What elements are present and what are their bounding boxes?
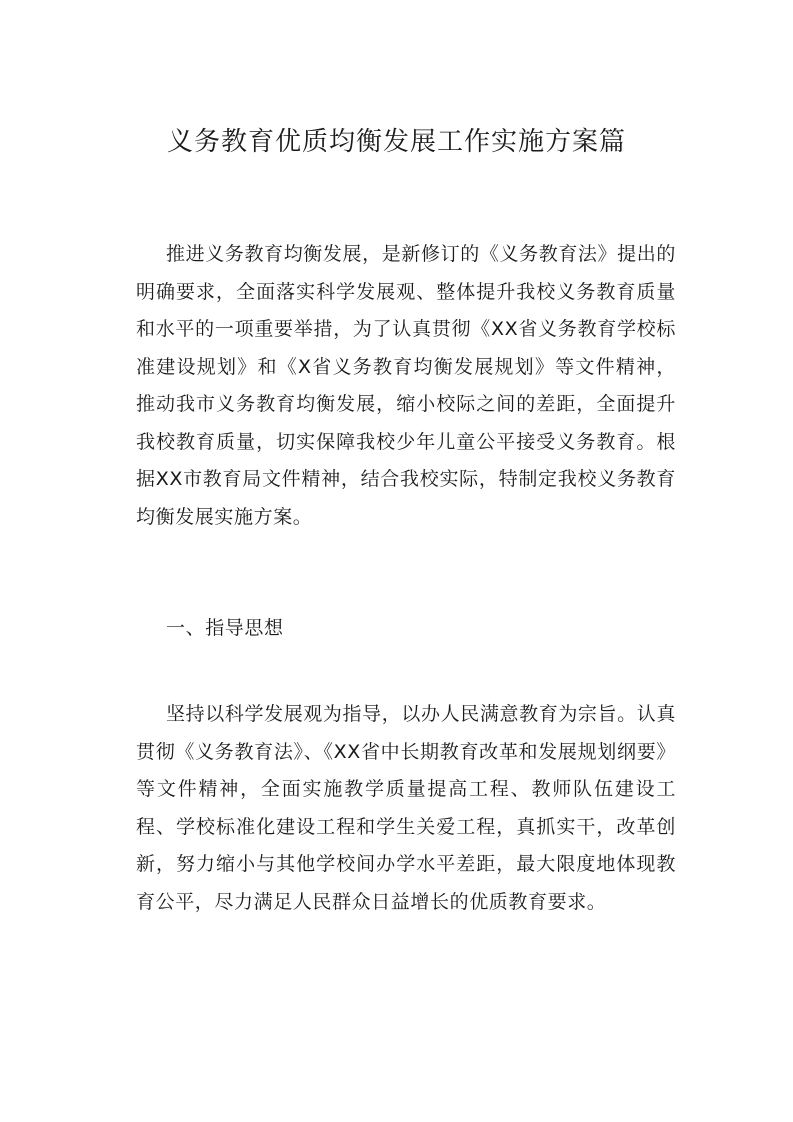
intro-paragraph: 推进义务教育均衡发展，是新修订的《义务教育法》提出的明确要求，全面落实科学发展观、整体提升我校义务教育质量和水平的一项重要举措，为了认真贯彻《XX省义务教育学校标准建设规划》和《X省义务教育均衡发展规划》等文件精神，推动我市义务教育均衡发展，缩小校际之间的差距，全面提升我校教育质量，切实保障我校少年儿童公平接受义务教育。根据XX市教育局文件精神，结合我校实际，特制定我校义务教育均衡发展实施方案。 (136, 243, 676, 528)
section-heading-guiding-ideology: 一、指导思想 (166, 617, 284, 639)
document-title: 义务教育优质均衡发展工作实施方案篇 (166, 127, 626, 157)
guiding-ideology-paragraph: 坚持以科学发展观为指导，以办人民满意教育为宗旨。认真贯彻《义务教育法》、《XX省中长期教育改革和发展规划纲要》等文件精神，全面实施教学质量提高工程、教师队伍建设工程、学校标准化建设工程和学生关爱工程，真抓实干，改革创新，努力缩小与其他学校间办学水平差距，最大限度地体现教育公平，尽力满足人民群众日益增长的优质教育要求。 (136, 703, 676, 913)
